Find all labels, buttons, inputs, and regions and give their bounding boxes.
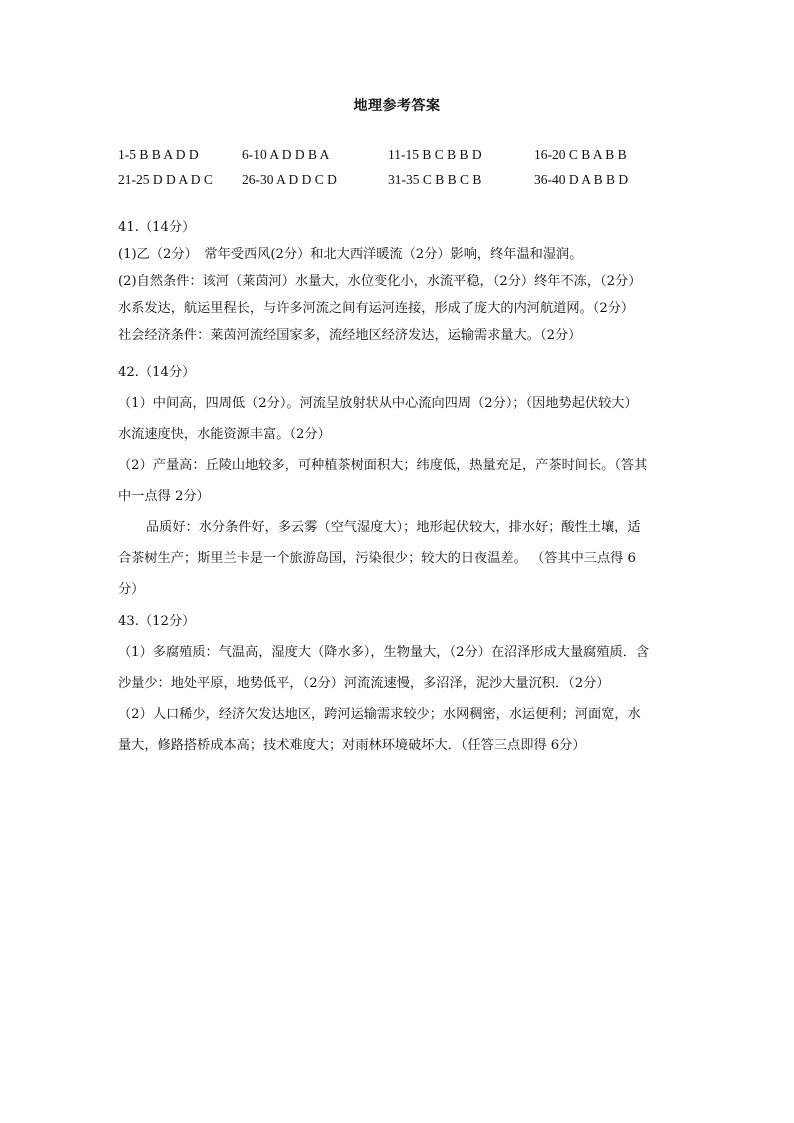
answer-group-31-35: 31-35 C B B C B xyxy=(388,172,482,187)
q43-line-2: 沙量少：地处平原，地势低平，（2分）河流流速慢，多沼泽，泥沙大量沉积．（2分） xyxy=(118,676,610,691)
answer-group-1-5: 1-5 B B A D D xyxy=(118,147,199,162)
q42-line-5: 品质好：水分条件好，多云雾（空气湿度大）；地形起伏较大，排水好；酸性土壤，适 xyxy=(146,520,641,535)
question-42 xyxy=(118,359,683,603)
q41-line-4: 社会经济条件：莱茵河流经国家多，流经地区经济发达，运输需求量大。（2分） xyxy=(118,328,582,343)
q43-heading: 43.（12分） xyxy=(118,614,196,629)
q42-line-7: 分） xyxy=(118,582,145,597)
q42-line-2: 水流速度快，水能资源丰富。（2分） xyxy=(118,427,331,442)
q42-line-3: （2）产量高：丘陵山地较多，可种植茶树面积大；纬度低，热量充足，产茶时间长。（答其 xyxy=(118,458,648,473)
question-43 xyxy=(118,608,683,759)
q41-line-2: (2)自然条件：该河（莱茵河）水量大，水位变化小，水流平稳，（2分）终年不冻，（2分） xyxy=(118,274,642,289)
answer-group-21-25: 21-25 D D A D C xyxy=(118,172,213,187)
q42-line-6: 合茶树生产；斯里兰卡是一个旅游岛国，污染很少；较大的日夜温差。 （答其中三点得 6 xyxy=(118,551,636,566)
question-41 xyxy=(118,214,683,349)
answer-group-16-20: 16-20 C B A B B xyxy=(534,147,627,162)
q41-line-1: (1)乙（2分） 常年受西风(2分）和北大西洋暖流（2分）影响，终年温和湿润。 xyxy=(118,247,583,262)
q42-line-1: （1）中间高，四周低（2分）。河流呈放射状从中心流向四周（2分）；（因地势起伏较大） xyxy=(118,396,638,411)
answer-group-6-10: 6-10 A D D B A xyxy=(242,147,330,162)
q42-line-4: 中一点得 2分） xyxy=(118,489,210,504)
answer-group-26-30: 26-30 A D D C D xyxy=(242,172,337,187)
q43-line-4: 量大，修路搭桥成本高；技术难度大；对雨林环境破坏大．（任答三点即得 6分） xyxy=(118,738,586,753)
q42-heading: 42.（14分） xyxy=(118,365,196,380)
q41-heading: 41.（14分） xyxy=(118,220,196,235)
q43-line-1: （1）多腐殖质：气温高，湿度大（降水多），生物量大，（2分）在沼泽形成大量腐殖质．含 xyxy=(118,645,650,660)
answer-group-11-15: 11-15 B C B B D xyxy=(388,147,482,162)
page-title: 地理参考答案 xyxy=(353,98,441,114)
q43-line-3: （2）人口稀少，经济欠发达地区，跨河运输需求较少；水网稠密，水运便利；河面宽，水 xyxy=(118,707,641,722)
q41-line-3: 水系发达，航运里程长，与许多河流之间有运河连接，形成了庞大的内河航道网。（2分） xyxy=(118,301,635,316)
answer-group-36-40: 36-40 D A B B D xyxy=(534,172,629,187)
